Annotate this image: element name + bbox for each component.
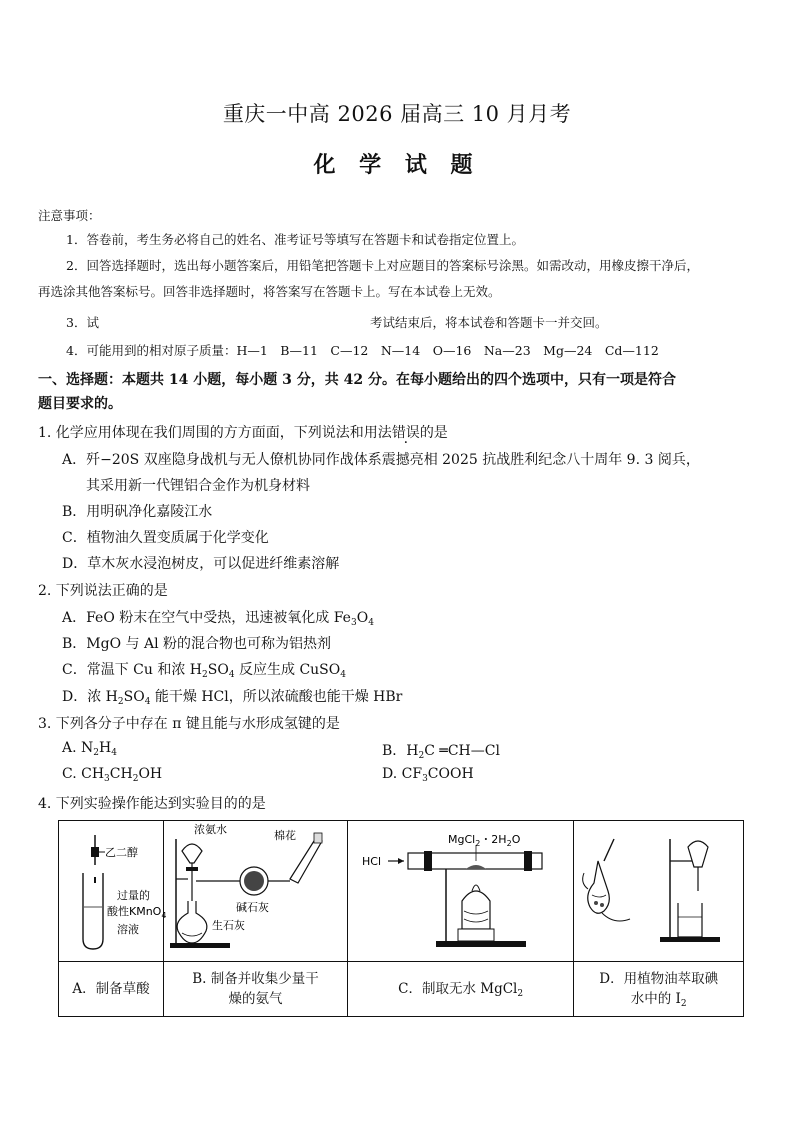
q1-stem-post: 的是 (419, 425, 448, 441)
section-heading-line1: 一、选择题：本题共 14 小题，每小题 3 分，共 42 分。在每小题给出的四个选项中，只有一项是符合 (38, 372, 676, 388)
figure-b-cell (164, 821, 348, 962)
q3-option-d: D. $CF_3COOH$ (382, 766, 474, 784)
notice-item-3b: 考试结束后，将本试卷和答题卡一并交回。 (370, 315, 608, 330)
figure-c-label-1: HCl (361, 855, 381, 868)
q4-experiment-table (58, 820, 744, 1017)
caption-d: D．用植物油萃取碘 水中的 $I_2$ (574, 962, 744, 1017)
figure-b-label-1: 浓氨水 (194, 823, 228, 836)
q1-option-b: B．用明矾净化嘉陵江水 (62, 504, 213, 520)
q2-option-d: D．浓 $H_2SO_4$ 能干燥 HCl，所以浓硫酸也能干燥 HBr (62, 689, 403, 707)
caption-a: A．制备草酸 (59, 962, 164, 1017)
q1-option-d: D．草木灰水浸泡树皮，可以促进纤维素溶解 (62, 556, 340, 572)
figure-c-apparatus (348, 821, 554, 957)
q3-option-b: B．$H_2C$ ═CH—Cl (382, 743, 500, 761)
notice-item-2a: 2．回答选择题时，选出每小题答案后，用铅笔把答题卡上对应题目的答案标号涂黑。如需改动，用橡皮擦干净后， (66, 258, 699, 273)
figure-b-label-2: 棉花 (274, 829, 297, 842)
notice-item-1: 1．答卷前，考生务必将自己的姓名、准考证号等填写在答题卡和试卷指定位置上。 (66, 232, 524, 247)
caption-b: B. 制备并收集少量干 燥的氨气 (164, 962, 348, 1017)
q3-option-a: A. $N_2H_4$ (62, 740, 117, 758)
exam-title: 重庆一中高 2026 届高三 10 月月考 (222, 102, 572, 126)
figure-a-label-2: 过量的 (117, 889, 150, 902)
notice-item-4: 4．可能用到的相对原子质量：H—1 B—11 C—12 N—14 O—16 Na—23 Mg—24 Cd—112 (66, 343, 659, 358)
notice-heading: 注意事项： (38, 208, 101, 223)
figure-b-label-3: 碱石灰 (236, 901, 270, 914)
section-heading (38, 368, 758, 416)
notice-item-3a: 3．试 (66, 315, 99, 330)
figure-c-cell (347, 821, 574, 962)
q1-stem (38, 422, 448, 442)
q1-option-c: C．植物油久置变质属于化学变化 (62, 530, 269, 546)
caption-c: C．制取无水 MgCl$_2$ (347, 962, 574, 1017)
figure-a-label-1: 乙二醇 (105, 846, 138, 859)
figure-d-cell (574, 821, 744, 962)
figure-a-cell (59, 821, 167, 962)
q2-stem: 2. 下列说法正确的是 (38, 583, 168, 599)
q2-option-b: B．MgO 与 Al 粉的混合物也可称为铝热剂 (62, 636, 332, 652)
figure-b-label-4: 生石灰 (212, 919, 246, 932)
q2-option-a: A．FeO 粉末在空气中受热，迅速被氧化成 $Fe_3O_4$ (62, 610, 374, 628)
q1-stem-pre: 1. 化学应用体现在我们周围的方方面面，下列说法和用法 (38, 425, 392, 441)
q4-stem: 4. 下列实验操作能达到实验目的的是 (38, 796, 266, 812)
figure-a-test-tube (59, 821, 167, 957)
figure-c-label-2: MgCl$_2$・$2H_2O$ (447, 833, 521, 848)
figure-d-apparatus (574, 821, 728, 957)
q3-option-c: C. $CH_3CH_2OH$ (62, 766, 163, 784)
q3-stem: 3. 下列各分子中存在 π 键且能与水形成氢键的是 (38, 716, 340, 732)
notice-item-2b: 再选涂其他答案标号。回答非选择题时，将答案写在答题卡上。写在本试卷上无效。 (38, 284, 501, 299)
section-heading-line2: 题目要求的。 (38, 396, 122, 412)
q1-option-a-line1: A．歼−20S 双座隐身战机与无人僚机协同作战体系震撼亮相 2025 抗战胜利纪念八十周年 9. 3 阅兵， (62, 452, 700, 468)
figure-a-label-3: 酸性KMnO$_4$ (107, 905, 167, 920)
figure-b-apparatus (164, 821, 331, 957)
q2-option-c: C．常温下 Cu 和浓 $H_2SO_4$ 反应生成 CuSO$_4$ (62, 662, 346, 680)
figure-a-label-4: 溶液 (117, 923, 139, 936)
q1-stem-emphasis: 错误 (391, 425, 420, 441)
q1-option-a-line2: 其采用新一代锂铝合金作为机身材料 (86, 478, 310, 494)
exam-subtitle: 化 学 试 题 (313, 152, 481, 178)
